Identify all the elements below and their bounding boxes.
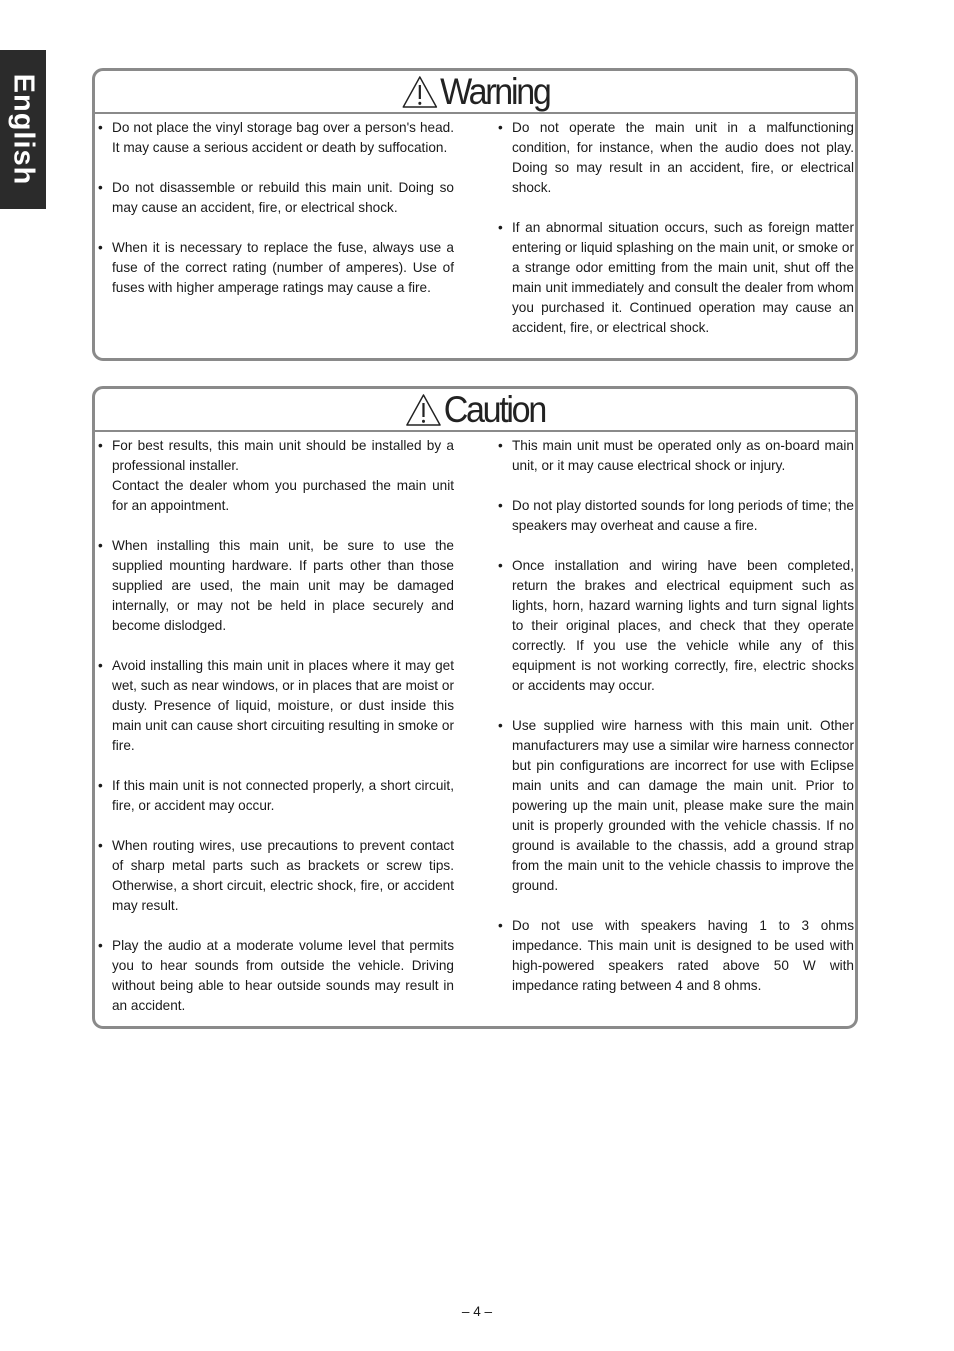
warning-columns	[95, 114, 855, 358]
caution-title: Caution	[443, 388, 545, 430]
bullet-text: For best results, this main unit should be installed by a professional installer.	[112, 438, 454, 473]
bullet-text: Use supplied wire harness with this main unit. Other manufacturers may use a similar wire harness connector but pin configurations are incorrect for use with Eclipse main units and can damage the main unit. Prior to powering up the main unit, please make sure the main unit is properly grounded with the vehicle chassis. If no ground is available to the chassis, add a ground strap from the main unit to the vehicle chassis to improve the ground.	[512, 718, 854, 893]
bullet-text: Do not disassemble or rebuild this main unit. Doing so may cause an accident, fire, or electrical shock.	[112, 180, 454, 215]
bullet-item	[498, 916, 854, 996]
bullet-item	[98, 178, 454, 218]
bullet-dot-icon: •	[498, 558, 503, 573]
bullet-dot-icon: •	[98, 240, 103, 255]
bullet-dot-icon: •	[98, 778, 103, 793]
bullet-text: If an abnormal situation occurs, such as foreign matter entering or liquid splashing on the main unit, or smoke or a strange odor emitting from the main unit, shut off the main unit immediately and consult the dealer from whom you purchased it. Continued operation may cause an accident, fire, or electrical shock.	[512, 220, 854, 335]
bullet-dot-icon: •	[98, 180, 103, 195]
bullet-item	[498, 496, 854, 536]
bullet-dot-icon: •	[498, 120, 503, 135]
caution-columns	[95, 432, 855, 1026]
caution-box	[92, 386, 858, 1029]
bullet-dot-icon: •	[98, 120, 103, 135]
language-tab-label: English	[7, 73, 40, 186]
bullet-text: If this main unit is not connected properly, a short circuit, fire, or accident may occur.	[112, 778, 454, 813]
bullet-text: When routing wires, use precautions to prevent contact of sharp metal parts such as brackets or screw tips. Otherwise, a short circuit, electric shock, fire, or accident may result.	[112, 838, 454, 913]
bullet-text: This main unit must be operated only as on-board main unit, or it may cause electrical shock or injury.	[512, 438, 854, 473]
bullet-dot-icon: •	[98, 938, 103, 953]
bullet-text: Do not operate the main unit in a malfunctioning condition, for instance, when the audio does not play. Doing so may result in an accident, fire, or electrical shock.	[512, 120, 854, 195]
caution-right-column	[498, 436, 854, 1016]
bullet-text: Do not use with speakers having 1 to 3 ohms impedance. This main unit is designed to be used with high-powered speakers rated above 50 W with impedance rating between 4 and 8 ohms.	[512, 918, 854, 993]
caution-triangle-icon	[405, 393, 442, 427]
bullet-dot-icon: •	[98, 438, 103, 453]
bullet-item	[498, 436, 854, 476]
bullet-dot-icon: •	[498, 718, 503, 733]
warning-right-column	[498, 118, 854, 358]
bullet-text: When it is necessary to replace the fuse, always use a fuse of the correct rating (number of amperes). Use of fuses with higher amperage ratings may cause a fire.	[112, 240, 454, 295]
bullet-text: Play the audio at a moderate volume level that permits you to hear sounds from outside the vehicle. Driving without being able to hear outside sounds may result in an accident.	[112, 938, 454, 1013]
warning-heading	[401, 71, 549, 113]
bullet-text: Do not place the vinyl storage bag over a person's head. It may cause a serious accident or death by suffocation.	[112, 120, 454, 155]
bullet-item	[98, 656, 454, 756]
warning-left-column	[98, 118, 454, 318]
warning-title: Warning	[439, 70, 550, 112]
warning-box	[92, 68, 858, 361]
page-number: – 4 –	[461, 1304, 493, 1319]
bullet-text: When installing this main unit, be sure to use the supplied mounting hardware. If parts other than those supplied are used, the main unit may be damaged internally, or may not be held in place securely and become dislodged.	[112, 538, 454, 633]
caution-heading	[405, 389, 545, 431]
bullet-text: Do not play distorted sounds for long periods of time; the speakers may overheat and cause a fire.	[512, 498, 854, 533]
bullet-item	[498, 556, 854, 696]
bullet-item	[498, 716, 854, 896]
bullet-dot-icon: •	[498, 438, 503, 453]
bullet-item	[98, 238, 454, 298]
bullet-dot-icon: •	[498, 220, 503, 235]
caution-left-column	[98, 436, 454, 1036]
bullet-dot-icon: •	[98, 838, 103, 853]
bullet-item	[498, 218, 854, 338]
bullet-dot-icon: •	[498, 498, 503, 513]
bullet-dot-icon: •	[98, 538, 103, 553]
warning-header	[95, 71, 855, 114]
bullet-item	[98, 776, 454, 816]
bullet-text: Contact the dealer whom you purchased the main unit for an appointment.	[112, 478, 454, 513]
bullet-item	[98, 118, 454, 158]
bullet-item	[498, 118, 854, 198]
bullet-item	[98, 936, 454, 1016]
bullet-text: Avoid installing this main unit in places where it may get wet, such as near windows, or in places that are moist or dusty. Presence of liquid, moisture, or dust inside this main unit can cause short circuiting resulting in smoke or fire.	[112, 658, 454, 753]
warning-triangle-icon	[401, 75, 438, 109]
bullet-dot-icon: •	[498, 918, 503, 933]
bullet-dot-icon: •	[98, 658, 103, 673]
bullet-item	[98, 536, 454, 636]
bullet-item	[98, 436, 454, 516]
caution-header	[95, 389, 855, 432]
bullet-item	[98, 836, 454, 916]
language-tab	[0, 50, 46, 209]
bullet-text: Once installation and wiring have been completed, return the brakes and electrical equipment such as lights, horn, hazard warning lights and turn signal lights to their original places, and check that they operate correctly. If you use the vehicle while any of this equipment is not working correctly, fire, electric shocks or accidents may occur.	[512, 558, 854, 693]
